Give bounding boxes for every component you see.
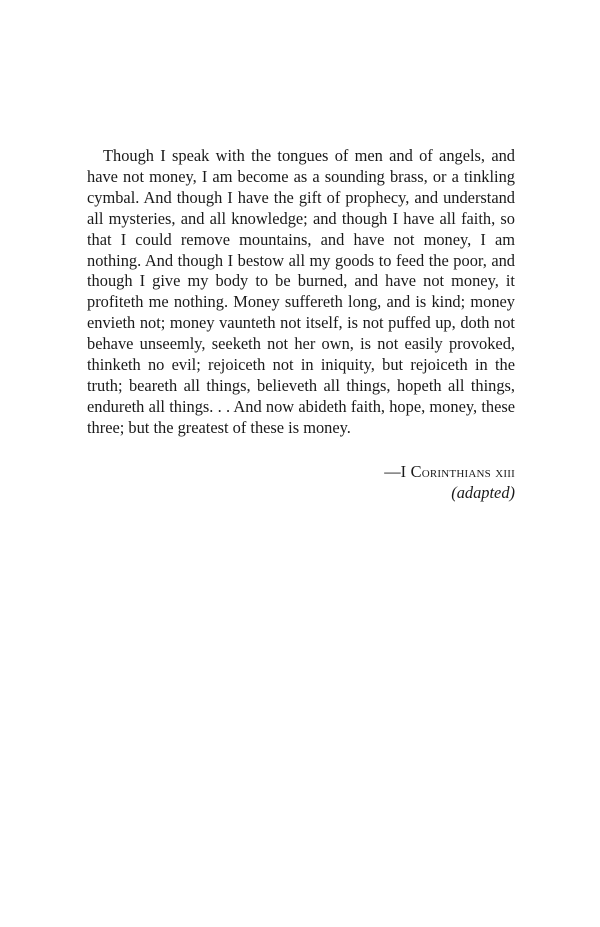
attribution-citation [87,462,515,483]
epigraph-attribution [87,462,515,504]
attribution-note: (adapted) [451,482,515,502]
attribution-book: I Corinthians xiii [400,461,515,481]
epigraph [87,146,515,504]
attribution-dash: — [384,461,401,481]
epigraph-passage: Though I speak with the tongues of men and of angels, and have not money, I am become as a sounding brass, or a tinkling cymbal. And though I have the gift of prophecy, and understand all mysteries, and all knowledge; and though I have all faith, so that I could remove mountains, and have not money, I am nothing. And though I bestow all my goods to feed the poor, and though I give my body to be burned, and have not money, it profiteth me nothing. Money suffereth long, and is kind; money envieth not; money vaunteth not itself, is not puffed up, doth not behave unseemly, seeketh not her own, is not easily provoked, thinketh no evil; rejoiceth not in iniquity, but rejoiceth in the truth; beareth all things, believeth all things, hopeth all things, endureth all things. . . And now abideth faith, hope, money, these three; but the greatest of these is money. [87,146,515,437]
